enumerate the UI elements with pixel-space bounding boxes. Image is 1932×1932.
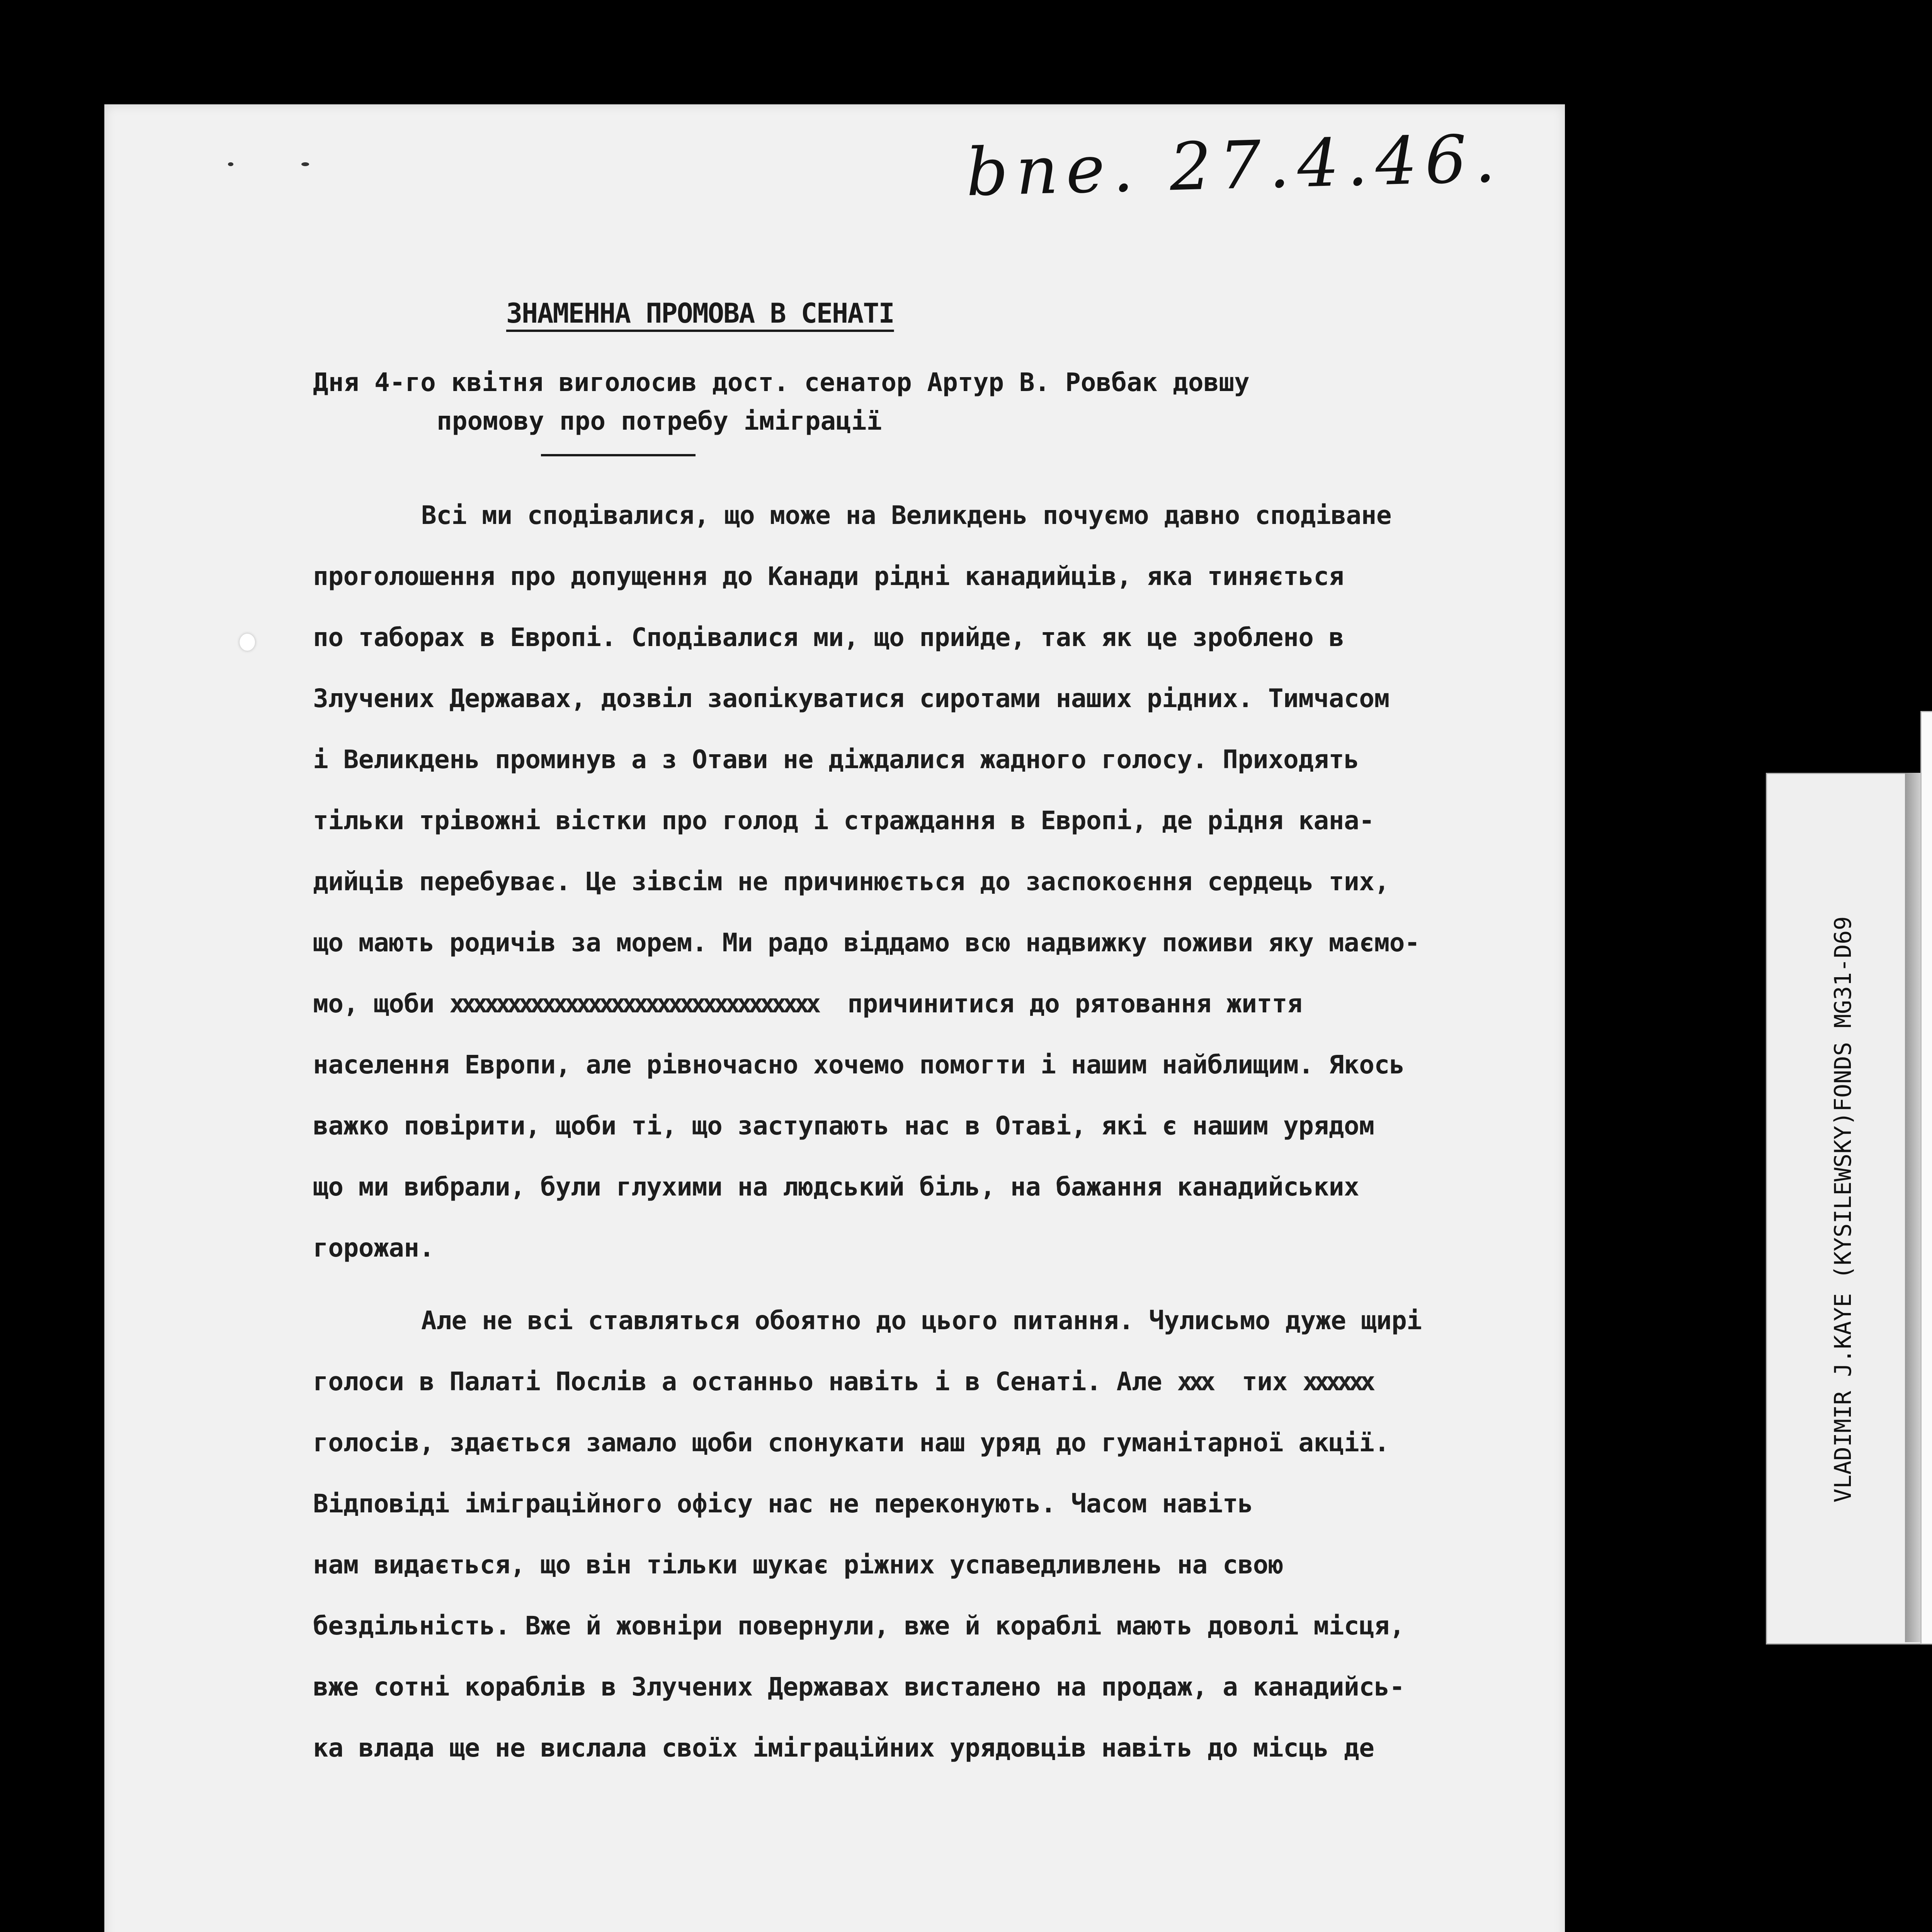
fonds-label: VLADIMIR J.KAYE (KYSILEWSKY)FONDS MG31-D69 <box>1830 916 1857 1503</box>
text-fragment: мо, щоби <box>313 989 450 1019</box>
text-line: населення Европи, але рівночасно хочемо помогти і нашим найблищим. Якось <box>313 1050 1405 1080</box>
specks <box>228 162 233 166</box>
text-line: Але не всі ставляться обоятно до цього питання. Чулисьмо дуже щирі <box>421 1306 1422 1335</box>
subtitle-line: промову про потребу іміграції <box>437 406 882 436</box>
text-line <box>313 973 1573 1034</box>
page-title: ЗНАМЕННА ПРОМОВА В СЕНАТІ <box>506 298 894 329</box>
punch-hole <box>240 634 255 651</box>
paragraph-gap <box>313 1279 1573 1290</box>
text-line: тільки трівожні вістки про голод і страждання в Европі, де рідня кана- <box>313 806 1374 835</box>
text-line: нам видається, що він тільки шукає ріжних успаведливлень на свою <box>313 1550 1284 1580</box>
subtitle <box>313 363 1434 440</box>
text-line: важко повірити, щоби ті, що заступають нас в Отаві, які є нашим урядом <box>313 1111 1374 1141</box>
text-line: що ми вибрали, були глухими на людський біль, на бажання канадийських <box>313 1172 1359 1202</box>
text-line: Злучених Державах, дозвіл заопікуватися сиротами наших рідних. Тимчасом <box>313 684 1389 713</box>
text-line: Всі ми сподівалися, що може на Великдень почуємо давно сподіване <box>421 500 1392 530</box>
text-line: що мають родичів за морем. Ми радо віддамо всю надвижку поживи яку маємо- <box>313 928 1420 957</box>
archives-label-strip <box>1920 711 1932 1645</box>
text-line: по таборах в Европі. Сподівалися ми, що прийде, так як це зроблено в <box>313 622 1344 652</box>
text-line: голосів, здається замало щоби спонукати наш уряд до гуманітарної акції. <box>313 1428 1389 1458</box>
text-line: Відповіді іміграційного офісу нас не переконують. Часом навіть <box>313 1489 1253 1519</box>
handwritten-note: bne. 27.4.46. <box>965 120 1504 211</box>
divider <box>541 454 696 456</box>
text-line: дийців перебуває. Це зівсім не причинюється до заспокоєння сердець тих, <box>313 867 1389 896</box>
text-line: вже сотні кораблів в Злучених Державах висталено на продаж, а канадийсь- <box>313 1672 1405 1702</box>
text-fragment: тих <box>1242 1367 1287 1396</box>
text-line: і Великдень проминув а з Отави не діждалися жадного голосу. Приходять <box>313 745 1359 774</box>
subtitle-line: Дня 4-го квітня виголосив дост. сенатор Артур В. Ровбак довшу <box>313 367 1250 397</box>
text-line: бездільність. Вже й жовніри повернули, вже й кораблі мають доволі місця, <box>313 1611 1405 1641</box>
text-line: горожан. <box>313 1233 434 1263</box>
struck-out-text: xxxxxxxxxxxxxxxxxxxxxxxxxxxxxxxx <box>449 989 817 1019</box>
text-fragment: голоси в Палаті Послів а останньо навіть і в Сенаті. Але <box>313 1367 1177 1396</box>
body-text <box>313 485 1573 1779</box>
text-line <box>313 1351 1573 1412</box>
struck-out-text: xxxxxx <box>1303 1367 1372 1396</box>
text-fragment: причинитися до рятовання життя <box>847 989 1303 1019</box>
specks <box>301 162 309 166</box>
struck-out-text: xxx <box>1177 1367 1212 1396</box>
text-line: проголошення про допущення до Канади рідні канадийців, яка тиняється <box>313 561 1344 591</box>
text-line: ка влада ще не вислала своїх іміграційних урядовців навіть до місць де <box>313 1733 1374 1763</box>
